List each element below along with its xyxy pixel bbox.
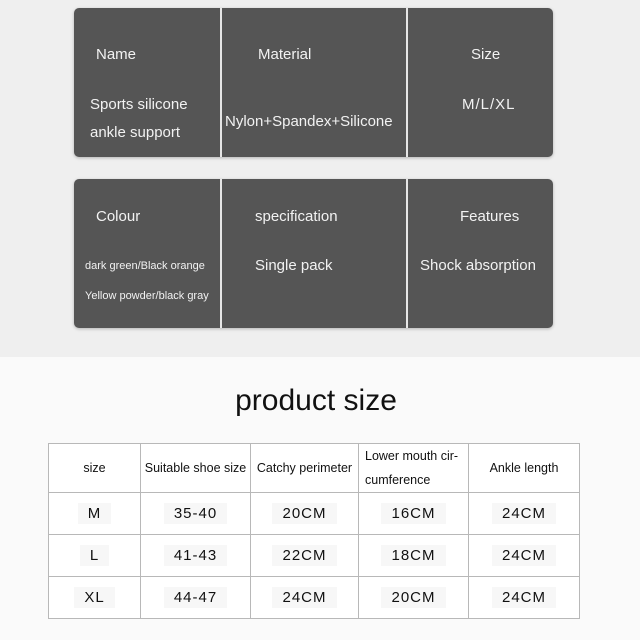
product-size-title: product size bbox=[235, 384, 397, 417]
cell-lower-value: 18CM bbox=[381, 545, 445, 566]
cell-ankle bbox=[469, 493, 580, 535]
cell-lower bbox=[359, 535, 469, 577]
cell-ankle-value: 24CM bbox=[492, 587, 556, 608]
column-divider bbox=[220, 8, 222, 157]
size-table bbox=[48, 443, 580, 619]
cell-size bbox=[49, 535, 141, 577]
specification-label: specification bbox=[255, 208, 338, 225]
cell-catchy bbox=[251, 535, 359, 577]
table-header-row bbox=[49, 444, 580, 493]
cell-size-value: M bbox=[78, 503, 112, 524]
material-value: Nylon+Spandex+Silicone bbox=[225, 113, 393, 130]
table-row bbox=[49, 493, 580, 535]
spec-panel-secondary bbox=[74, 179, 553, 328]
cell-ankle-value: 24CM bbox=[492, 503, 556, 524]
cell-catchy-value: 20CM bbox=[272, 503, 336, 524]
colour-value-line2: Yellow powder/black gray bbox=[85, 290, 209, 302]
cell-size-value: L bbox=[80, 545, 109, 566]
cell-lower bbox=[359, 493, 469, 535]
cell-shoe-value: 44-47 bbox=[164, 587, 227, 608]
cell-catchy bbox=[251, 493, 359, 535]
header-catchy-perimeter: Catchy perimeter bbox=[251, 444, 359, 493]
cell-size-value: XL bbox=[74, 587, 114, 608]
cell-catchy-value: 24CM bbox=[272, 587, 336, 608]
spec-panel-primary bbox=[74, 8, 553, 157]
cell-lower bbox=[359, 577, 469, 619]
features-value: Shock absorption bbox=[420, 257, 536, 274]
size-value: M/L/XL bbox=[462, 96, 516, 113]
cell-shoe-value: 35-40 bbox=[164, 503, 227, 524]
column-divider bbox=[406, 179, 408, 328]
header-shoe-size: Suitable shoe size bbox=[141, 444, 251, 493]
material-label: Material bbox=[258, 46, 312, 63]
cell-lower-value: 16CM bbox=[381, 503, 445, 524]
name-value-line1: Sports silicone bbox=[90, 96, 188, 113]
cell-ankle bbox=[469, 535, 580, 577]
specification-value: Single pack bbox=[255, 257, 333, 274]
header-size: size bbox=[49, 444, 141, 493]
cell-size bbox=[49, 577, 141, 619]
features-label: Features bbox=[460, 208, 520, 225]
cell-shoe bbox=[141, 577, 251, 619]
cell-ankle bbox=[469, 577, 580, 619]
cell-shoe-value: 41-43 bbox=[164, 545, 227, 566]
name-label: Name bbox=[96, 46, 137, 63]
cell-catchy bbox=[251, 577, 359, 619]
cell-lower-value: 20CM bbox=[381, 587, 445, 608]
cell-size bbox=[49, 493, 141, 535]
header-ankle-length: Ankle length bbox=[469, 444, 580, 493]
cell-shoe bbox=[141, 535, 251, 577]
table-row bbox=[49, 577, 580, 619]
size-label: Size bbox=[471, 46, 501, 63]
column-divider bbox=[406, 8, 408, 157]
table-row bbox=[49, 535, 580, 577]
name-value-line2: ankle support bbox=[90, 124, 181, 141]
cell-shoe bbox=[141, 493, 251, 535]
cell-catchy-value: 22CM bbox=[272, 545, 336, 566]
header-lower-line1: Lower mouth cir- bbox=[365, 449, 459, 463]
header-lower-mouth-circumference bbox=[359, 444, 469, 493]
colour-label: Colour bbox=[96, 208, 141, 225]
cell-ankle-value: 24CM bbox=[492, 545, 556, 566]
header-lower-line2: cumference bbox=[365, 473, 431, 487]
colour-value-line1: dark green/Black orange bbox=[85, 260, 205, 272]
column-divider bbox=[220, 179, 222, 328]
